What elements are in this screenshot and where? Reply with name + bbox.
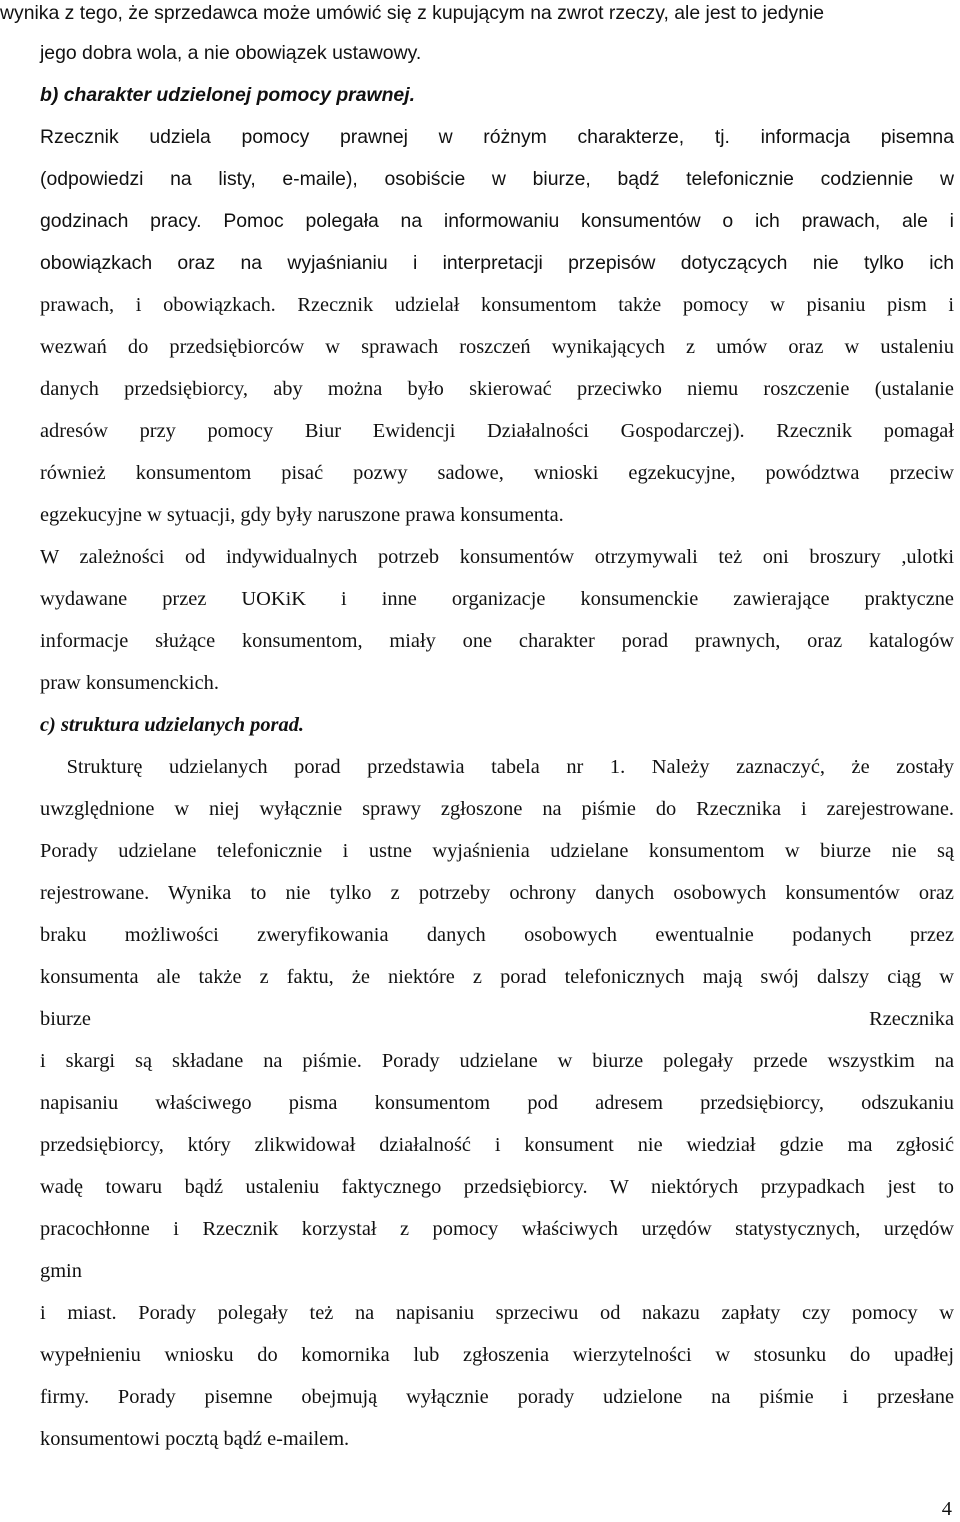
text-line: danych przedsiębiorcy, aby można było skierować przeciwko niemu roszczenie (ustalanie xyxy=(40,378,954,400)
text-line: prawach, i obowiązkach. Rzecznik udzielał konsumentom także pomocy w pisaniu pism i xyxy=(40,294,954,316)
section-heading-c: c) struktura udzielanych porad. xyxy=(40,714,304,736)
text-line: egzekucyjne w sytuacji, gdy były naruszone prawa konsumenta. xyxy=(40,504,564,526)
text-line: wydawane przez UOKiK i inne organizacje konsumenckie zawierające praktyczne xyxy=(40,588,954,610)
text-line: Porady udzielane telefonicznie i ustne wyjaśnienia udzielane konsumentom w biurze nie są xyxy=(40,840,954,862)
text-line: informacje służące konsumentom, miały one charakter porad prawnych, oraz katalogów xyxy=(40,630,954,652)
text-line: braku możliwości zweryfikowania danych osobowych ewentualnie podanych przez xyxy=(40,924,954,946)
text-line: uwzględnione w niej wyłącznie sprawy zgłoszone na piśmie do Rzecznika i zarejestrowane. xyxy=(40,798,954,820)
text-line: adresów przy pomocy Biur Ewidencji Działalności Gospodarczej). Rzecznik pomagał xyxy=(40,420,954,442)
text-line: i skargi są składane na piśmie. Porady udzielane w biurze polegały przede wszystkim na xyxy=(40,1050,954,1072)
text-line: W zależności od indywidualnych potrzeb konsumentów otrzymywali też oni broszury ,ulotki xyxy=(40,546,954,568)
text-line: gmin xyxy=(40,1260,82,1282)
text-line: przedsiębiorcy, który zlikwidował działalność i konsument nie wiedział gdzie ma zgłosić xyxy=(40,1134,954,1156)
section-heading-b: b) charakter udzielonej pomocy prawnej. xyxy=(40,84,415,106)
text-line: praw konsumenckich. xyxy=(40,672,219,694)
text-line: wypełnieniu wniosku do komornika lub zgłoszenia wierzytelności w stosunku do upadłej xyxy=(40,1344,954,1366)
text-line: wynika z tego, że sprzedawca może umówić się z kupującym na zwrot rzeczy, ale jest to jedynie xyxy=(0,2,825,24)
text-line: konsumentowi pocztą bądź e-mailem. xyxy=(40,1428,350,1450)
text-line: wadę towaru bądź ustaleniu faktycznego przedsiębiorcy. W niektórych przypadkach jest to xyxy=(40,1176,954,1198)
text-line: Rzecznik udziela pomocy prawnej w różnym charakterze, tj. informacja pisemna xyxy=(40,126,954,148)
text-line: biurze Rzecznika xyxy=(40,1008,954,1030)
text-line: również konsumentom pisać pozwy sadowe, wnioski egzekucyjne, powództwa przeciw xyxy=(40,462,954,484)
text-line: wezwań do przedsiębiorców w sprawach roszczeń wynikających z umów oraz w ustaleniu xyxy=(40,336,954,358)
text-line: i miast. Porady polegały też na napisaniu sprzeciwu od nakazu zapłaty czy pomocy w xyxy=(40,1302,954,1324)
page-number: 4 xyxy=(941,1498,952,1520)
text-line: pracochłonne i Rzecznik korzystał z pomocy właściwych urzędów statystycznych, urzędów xyxy=(40,1218,954,1240)
text-line: godzinach pracy. Pomoc polegała na informowaniu konsumentów o ich prawach, ale i xyxy=(40,210,954,232)
text-line: konsumenta ale także z faktu, że niektóre z porad telefonicznych mają swój dalszy ciąg w xyxy=(40,966,954,988)
text-line: firmy. Porady pisemne obejmują wyłącznie porady udzielone na piśmie i przesłane xyxy=(40,1386,954,1408)
text-line: napisaniu właściwego pisma konsumentom pod adresem przedsiębiorcy, odszukaniu xyxy=(40,1092,954,1114)
text-line: obowiązkach oraz na wyjaśnianiu i interpretacji przepisów dotyczących nie tylko ich xyxy=(40,252,954,274)
text-line: Strukturę udzielanych porad przedstawia tabela nr 1. Należy zaznaczyć, że zostały xyxy=(40,756,954,778)
text-line: rejestrowane. Wynika to nie tylko z potrzeby ochrony danych osobowych konsumentów oraz xyxy=(40,882,954,904)
text-line: (odpowiedzi na listy, e-maile), osobiście w biurze, bądź telefonicznie codziennie w xyxy=(40,168,954,190)
text-line: jego dobra wola, a nie obowiązek ustawowy. xyxy=(40,42,422,64)
